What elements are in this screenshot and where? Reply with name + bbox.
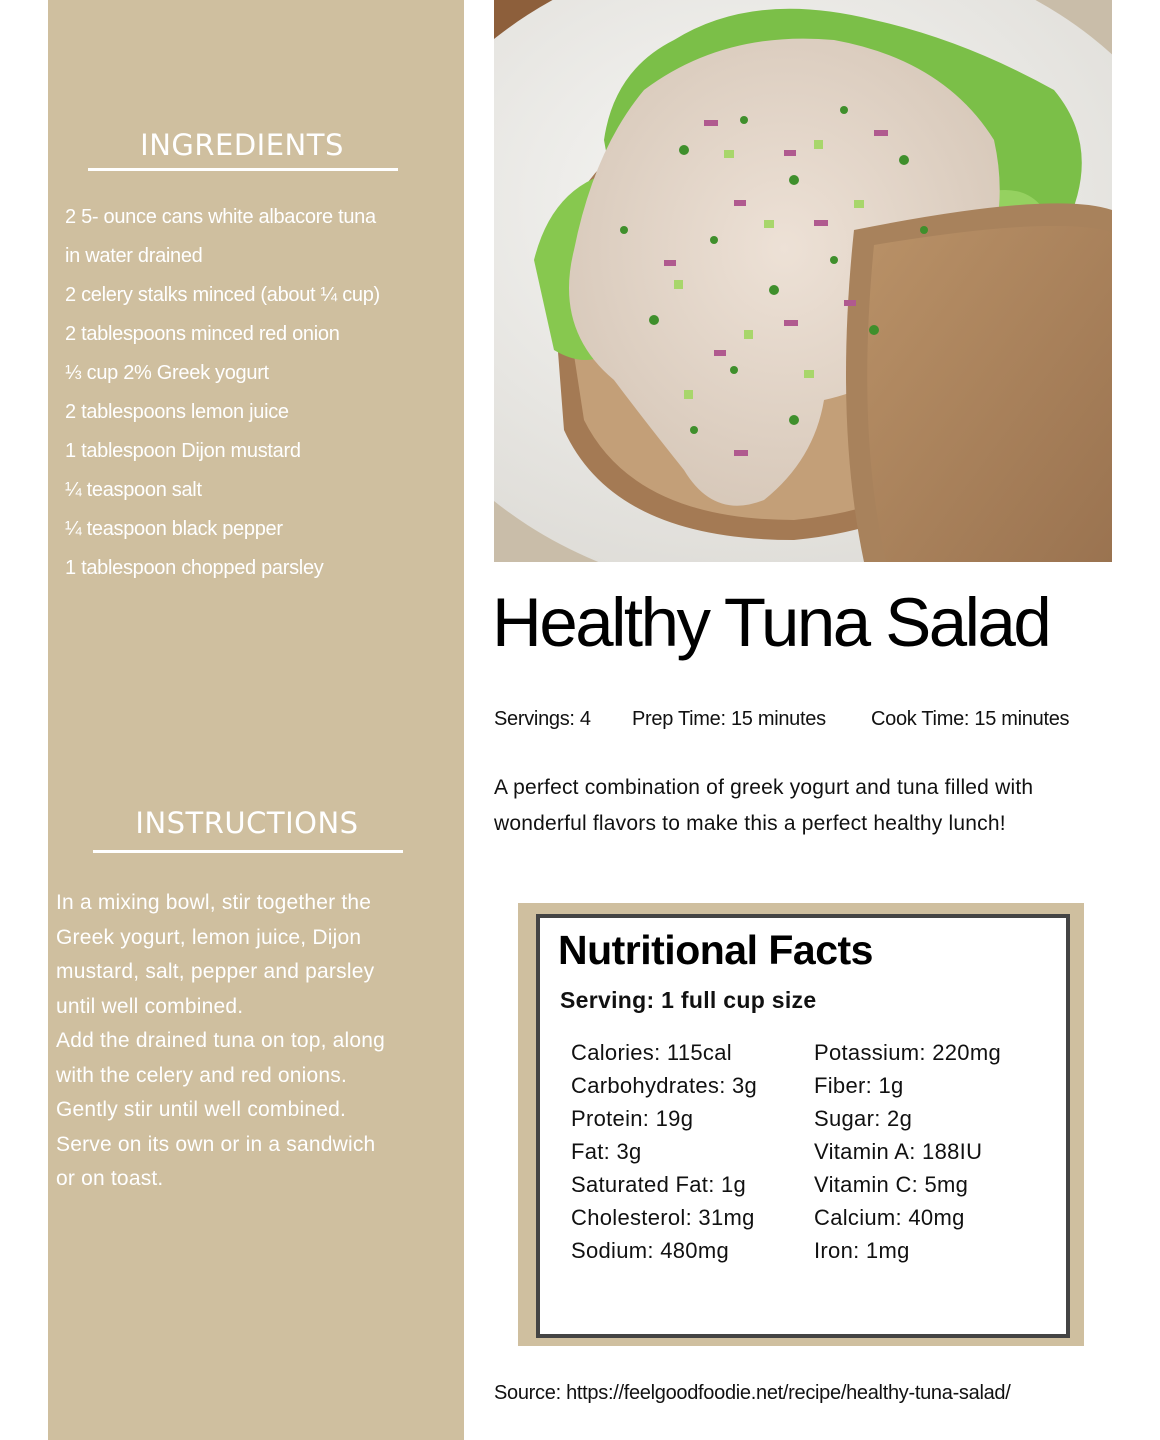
servings-info: Servings: 4 [494, 708, 591, 730]
nutrition-fact: Cholesterol: 31mg [571, 1205, 755, 1230]
prep-time-info: Prep Time: 15 minutes [632, 708, 826, 730]
nutrition-fact: Potassium: 220mg [814, 1040, 1001, 1065]
nutrition-fact: Fiber: 1g [814, 1073, 904, 1098]
nutrition-fact: Iron: 1mg [814, 1238, 910, 1263]
nutrition-fact: Calories: 115cal [571, 1040, 732, 1065]
nutrition-fact: Fat: 3g [571, 1139, 642, 1164]
recipe-title: Healthy Tuna Salad [492, 584, 1050, 661]
ingredient-item: ¼ teaspoon salt [60, 471, 390, 510]
nutrition-serving-size: Serving: 1 full cup size [560, 987, 817, 1013]
nutrition-column-right [814, 1036, 1001, 1267]
nutrition-column-left [571, 1036, 757, 1267]
nutrition-fact: Carbohydrates: 3g [571, 1073, 758, 1098]
source-link[interactable]: Source: https://feelgoodfoodie.net/recipe/healthy-tuna-salad/ [494, 1382, 1011, 1404]
ingredient-item: 1 tablespoon Dijon mustard [60, 432, 390, 471]
ingredient-item: 2 tablespoons minced red onion [60, 315, 390, 354]
nutrition-fact: Saturated Fat: 1g [571, 1172, 747, 1197]
ingredients-heading: INGREDIENTS [140, 128, 344, 162]
ingredient-item: ⅓ cup 2% Greek yogurt [60, 354, 390, 393]
instructions-list [56, 886, 386, 1197]
ingredient-item: 2 tablespoons lemon juice [60, 393, 390, 432]
instruction-step: In a mixing bowl, stir together the Greek yogurt, lemon juice, Dijon mustard, salt, pepper and parsley until well combined. [56, 886, 386, 1024]
instruction-step: Serve on its own or in a sandwich or on toast. [56, 1128, 386, 1197]
ingredients-list [60, 198, 390, 588]
ingredients-heading-rule [88, 168, 398, 171]
nutrition-fact: Sugar: 2g [814, 1106, 913, 1131]
ingredient-item: 2 celery stalks minced (about ¼ cup) [60, 276, 390, 315]
ingredient-item: ¼ teaspoon black pepper [60, 510, 390, 549]
ingredient-item: 1 tablespoon chopped parsley [60, 549, 390, 588]
nutrition-fact: Protein: 19g [571, 1106, 694, 1131]
nutrition-title: Nutritional Facts [558, 927, 873, 973]
tuna-salad-photo [494, 0, 1112, 562]
tuna-salad-illustration [494, 0, 1112, 562]
instructions-heading: INSTRUCTIONS [135, 806, 359, 840]
nutrition-fact: Sodium: 480mg [571, 1238, 729, 1263]
nutrition-fact: Vitamin A: 188IU [814, 1139, 983, 1164]
instruction-step: Add the drained tuna on top, along with the celery and red onions. Gently stir until well combined. [56, 1024, 386, 1128]
recipe-description: A perfect combination of greek yogurt and tuna filled with wonderful flavors to make this a perfect healthy lunch! [494, 776, 1034, 835]
cook-time-info: Cook Time: 15 minutes [871, 708, 1070, 730]
ingredient-item: 2 5- ounce cans white albacore tuna in water drained [60, 198, 390, 276]
nutrition-fact: Calcium: 40mg [814, 1205, 965, 1230]
instructions-heading-rule [93, 850, 403, 853]
nutrition-fact: Vitamin C: 5mg [814, 1172, 969, 1197]
